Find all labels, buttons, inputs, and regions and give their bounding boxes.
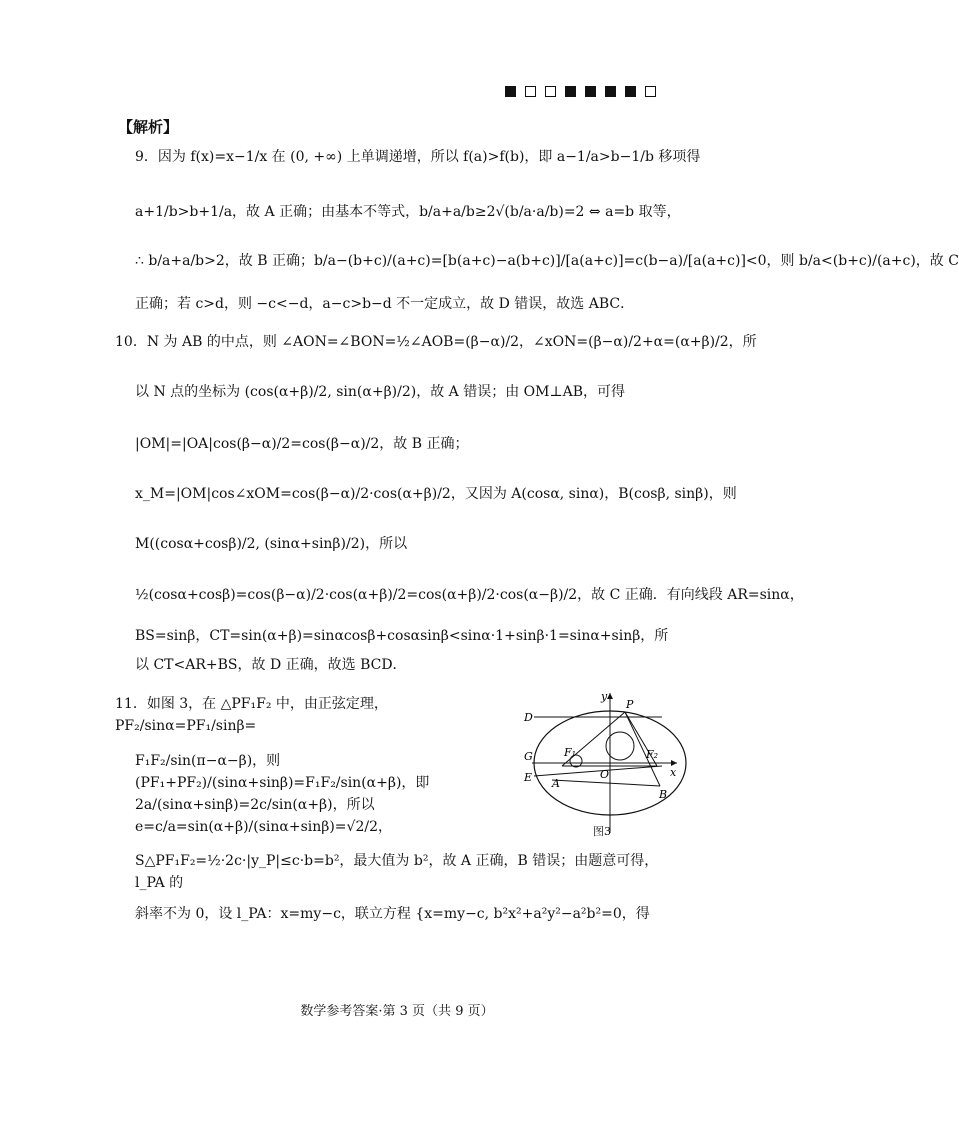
header-square <box>585 86 596 97</box>
label-o: O <box>600 768 610 781</box>
label-x: x <box>670 766 677 779</box>
text-line: 斜率不为 0，设 l_PA：x=my−c，联立方程 {x=my−c, b²x²+a²y²−a²b²=0，得 <box>135 906 650 922</box>
text-line: F₁F₂/sin(π−α−β)，则 (PF₁+PF₂)/(sinα+sinβ)=F₁F₂/sin(α+β)，即 <box>135 753 430 791</box>
label-y: y <box>601 690 608 703</box>
text-line: 2a/(sinα+sinβ)=2c/sin(α+β)，所以 e=c/a=sin(α+β)/(sinα+sinβ)=√2/2， <box>135 797 392 835</box>
label-f2: F₂ <box>646 748 659 761</box>
text-line: x_M=|OM|cos∠xOM=cos(β−α)/2·cos(α+β)/2，又因为 A(cosα, sinα)，B(cosβ, sinβ)，则 <box>135 486 737 502</box>
page-footer: 数学参考答案·第 3 页（共 9 页） <box>300 1004 494 1019</box>
text-line: S△PF₁F₂=½·2c·|y_P|≤c·b=b²，最大值为 b²，故 A 正确，B 错误；由题意可得，l_PA 的 <box>135 853 659 891</box>
header-square <box>525 86 536 97</box>
label-g: G <box>524 750 533 763</box>
text-line: 以 CT<AR+BS，故 D 正确，故选 BCD． <box>135 657 407 673</box>
label-e: E <box>524 771 533 784</box>
text-line: BS=sinβ，CT=sin(α+β)=sinαcosβ+cosαsinβ<sinα·1+sinβ·1=sinα+sinβ，所 <box>135 628 669 644</box>
header-square <box>645 86 656 97</box>
text-line: 正确；若 c>d，则 −c<−d，a−c>b−d 不一定成立，故 D 错误，故选 ABC． <box>135 296 635 312</box>
header-squares <box>505 86 656 97</box>
header-square <box>565 86 576 97</box>
text-line: 10．N 为 AB 的中点，则 ∠AON=∠BON=½∠AOB=(β−α)/2，∠xON=(β−α)/2+α=(α+β)/2，所 <box>115 334 757 350</box>
label-p: P <box>626 698 634 711</box>
header-square <box>605 86 616 97</box>
header-square <box>505 86 516 97</box>
label-a: A <box>552 777 560 790</box>
label-f1: F₁ <box>564 746 577 759</box>
header-square <box>545 86 556 97</box>
ellipse-figure <box>522 688 682 838</box>
text-line: a+1/b>b+1/a，故 A 正确；由基本不等式，b/a+a/b≥2√(b/a·a/b)=2 ⇔ a=b 取等， <box>135 204 681 220</box>
header-square <box>625 86 636 97</box>
text-line: M((cosα+cosβ)/2, (sinα+sinβ)/2)，所以 <box>135 536 408 552</box>
figure-caption: 图3 <box>593 825 611 838</box>
text-line: 9．因为 f(x)=x−1/x 在 (0, +∞) 上单调递增，所以 f(a)>f(b)，即 a−1/a>b−1/b 移项得 <box>135 149 701 165</box>
ellipse-diagram <box>522 688 682 838</box>
text-line: 11．如图 3，在 △PF₁F₂ 中，由正弦定理，PF₂/sinα=PF₁/sinβ= <box>115 696 388 734</box>
label-d: D <box>524 711 533 724</box>
text-line: ½(cosα+cosβ)=cos(β−α)/2·cos(α+β)/2=cos(α+β)/2·cos(α−β)/2，故 C 正确．有向线段 AR=sinα， <box>135 587 804 603</box>
text-line: ∴ b/a+a/b>2，故 B 正确；b/a−(b+c)/(a+c)=[b(a+c)−a(b+c)]/[a(a+c)]=c(b−a)/[a(a+c)]<0，则 b/a<(b+c)/(a+c)，故 C <box>135 253 959 269</box>
text-line: 以 N 点的坐标为 (cos(α+β)/2, sin(α+β)/2)，故 A 错误；由 OM⊥AB，可得 <box>135 384 626 400</box>
section-title: 【解析】 <box>118 118 179 136</box>
text-line: |OM|=|OA|cos(β−α)/2=cos(β−α)/2，故 B 正确； <box>135 436 469 452</box>
label-b: B <box>659 788 668 801</box>
